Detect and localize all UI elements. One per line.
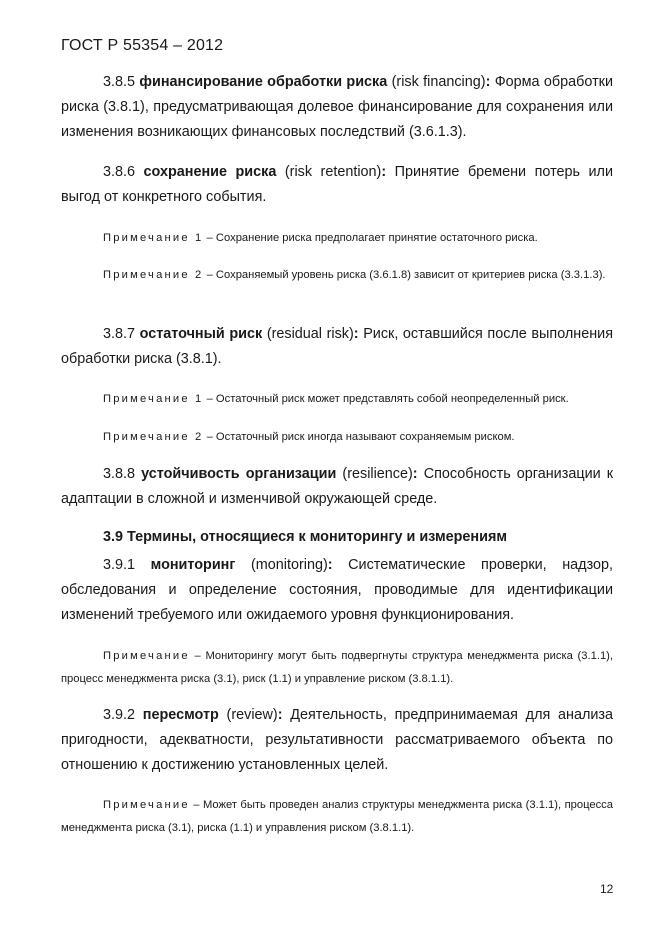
term-title: устойчивость организации <box>141 466 337 482</box>
term-definition: Способность организации к адаптации в сложной и изменчивой окружающей среде. <box>61 466 614 507</box>
section-heading-3-9: 3.9 Термины, относящиеся к мониторингу и измерениям <box>103 529 507 545</box>
note-3-8-6-2 <box>61 264 613 287</box>
term-number: 3.9.2 <box>103 707 136 723</box>
term-number: 3.8.8 <box>103 466 136 482</box>
term-title: остаточный риск <box>139 326 263 342</box>
term-number: 3.8.7 <box>103 326 136 342</box>
term-entry-3-9-2 <box>61 703 613 778</box>
note-3-9-2 <box>61 794 613 839</box>
term-definition: Систематические проверки, надзор, обследования и определение состояния, проводимые для идентификации изменений требуемого или ожидаемого уровня функционирования. <box>61 557 614 623</box>
term-english: (risk retention) <box>284 164 382 180</box>
note-label: Примечание <box>103 799 190 811</box>
term-title: пересмотр <box>142 707 219 723</box>
term-definition: Деятельность, предпринимаемая для анализа пригодности, адекватности, результативности рассматриваемого объекта по отношению к достижению установленных целей. <box>61 707 613 773</box>
note-3-8-7-1 <box>61 388 613 411</box>
term-number: 3.8.6 <box>103 164 136 180</box>
term-title: финансирование обработки риска <box>139 74 388 90</box>
note-text: – Сохранение риска предполагает принятие остаточного риска. <box>206 232 538 244</box>
term-entry-3-8-5 <box>61 70 613 145</box>
note-label: Примечание 1 <box>103 393 204 405</box>
term-english: (risk financing) <box>391 74 486 90</box>
term-definition: Риск, оставшийся после выполнения обработки риска (3.8.1). <box>61 326 614 367</box>
term-entry-3-8-6 <box>61 160 613 210</box>
term-definition: Форма обработки риска (3.8.1), предусматривающая долевое финансирование для сохранения или изменения возникающих финансовых последствий (3.6.1.3). <box>61 74 614 140</box>
term-entry-3-8-8 <box>61 462 613 512</box>
note-3-9-1 <box>61 645 613 690</box>
term-number: 3.8.5 <box>103 74 136 90</box>
note-text: – Остаточный риск может представлять собой неопределенный риск. <box>206 393 569 405</box>
note-label: Примечание 2 <box>103 431 204 443</box>
term-colon: : <box>327 557 333 573</box>
term-colon: : <box>485 74 491 90</box>
note-3-8-6-1 <box>61 227 613 250</box>
term-english: (review) <box>226 707 278 723</box>
term-number: 3.9.1 <box>103 557 136 573</box>
note-label: Примечание 2 <box>103 269 204 281</box>
term-colon: : <box>277 707 283 723</box>
term-english: (residual risk) <box>266 326 354 342</box>
page-number: 12 <box>600 882 614 896</box>
term-title: мониторинг <box>150 557 236 573</box>
term-colon: : <box>412 466 418 482</box>
note-text: – Может быть проведен анализ структуры менеджмента риска (3.1.1), процесса менеджмента риска (3.1), риска (1.1) и управления риском (3.8.1.1). <box>61 799 614 834</box>
term-definition: Принятие бремени потерь или выгод от конкретного события. <box>61 164 613 205</box>
standard-header: ГОСТ Р 55354 – 2012 <box>61 37 224 54</box>
term-title: сохранение риска <box>143 164 277 180</box>
note-text: – Остаточный риск иногда называют сохраняемым риском. <box>206 431 515 443</box>
note-text: – Сохраняемый уровень риска (3.6.1.8) зависит от критериев риска (3.3.1.3). <box>206 269 606 281</box>
term-entry-3-8-7 <box>61 322 613 372</box>
note-label: Примечание 1 <box>103 232 204 244</box>
term-colon: : <box>353 326 359 342</box>
note-text: – Мониторингу могут быть подвергнуты структура менеджмента риска (3.1.1), процесс менеджмента риска (3.1), риск (1.1) и управление риском (3.8.1.1). <box>61 650 614 685</box>
term-english: (monitoring) <box>250 557 328 573</box>
note-3-8-7-2 <box>61 426 613 449</box>
note-label: Примечание <box>103 650 190 662</box>
term-english: (resilience) <box>342 466 413 482</box>
term-colon: : <box>381 164 387 180</box>
term-entry-3-9-1 <box>61 553 613 628</box>
